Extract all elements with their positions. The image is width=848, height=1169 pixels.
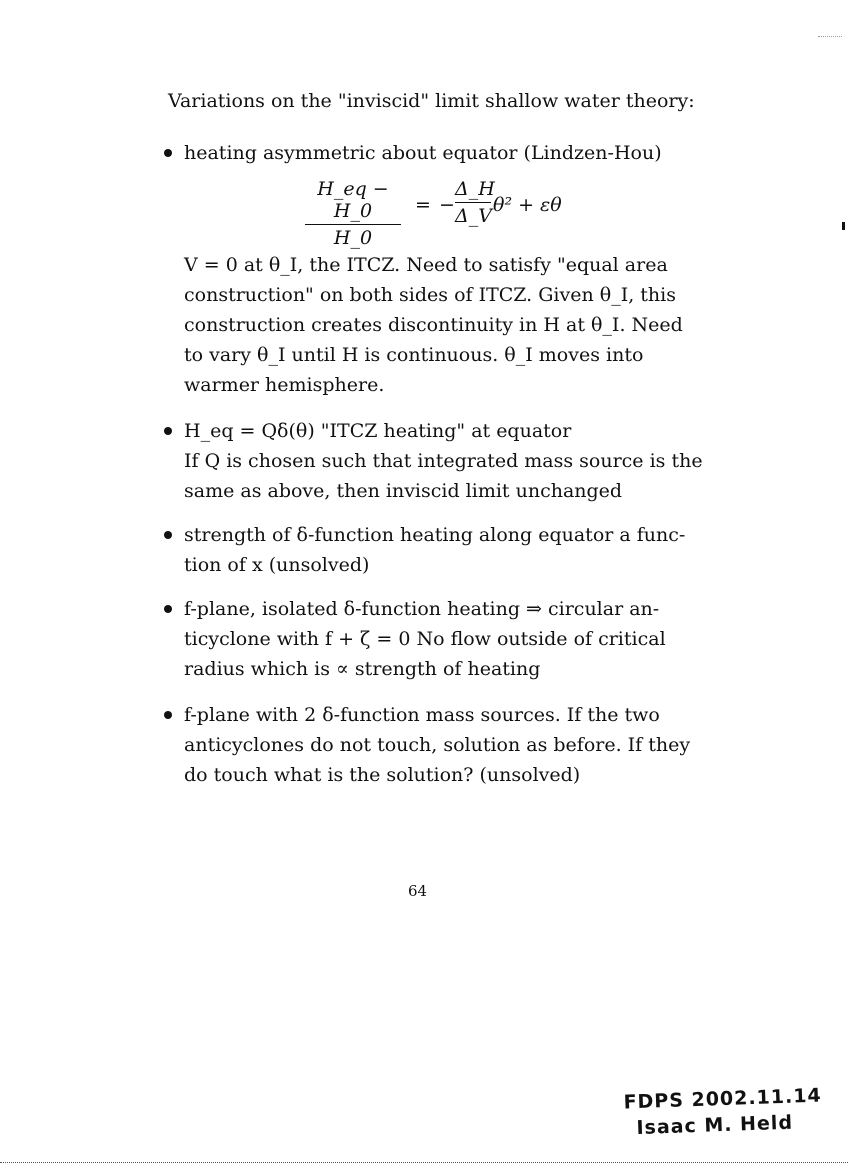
lhs-fraction bbox=[305, 178, 401, 249]
bullet-icon bbox=[164, 711, 172, 719]
bullet-line: same as above, then inviscid limit unchanged bbox=[184, 480, 623, 502]
bullet-icon bbox=[164, 149, 172, 157]
bullet-line: construction" on both sides of ITCZ. Given θ_I, this bbox=[184, 284, 676, 306]
bullet-line: If Q is chosen such that integrated mass source is the bbox=[184, 450, 703, 472]
bullet-line: ticyclone with f + ζ = 0 No flow outside of critical bbox=[184, 628, 666, 650]
bullet-line: warmer hemisphere. bbox=[184, 374, 385, 396]
scan-artifact bbox=[842, 222, 845, 230]
lhs-denominator: H_0 bbox=[333, 227, 373, 249]
bullet-line: f-plane, isolated δ-function heating ⇒ circular an- bbox=[184, 598, 660, 620]
list-item bbox=[164, 594, 688, 684]
bullet-line: construction creates discontinuity in H at θ_I. Need bbox=[184, 314, 683, 336]
list-item bbox=[164, 138, 688, 168]
minus-sign: − bbox=[439, 194, 455, 216]
scan-artifact bbox=[818, 36, 842, 37]
bullet-line: radius which is ∝ strength of heating bbox=[184, 658, 541, 680]
list-item bbox=[164, 700, 691, 790]
bullet-icon bbox=[164, 531, 172, 539]
lhs-numerator: H_eq − H_0 bbox=[317, 178, 389, 222]
bullet-line: do touch what is the solution? (unsolved) bbox=[184, 764, 581, 786]
bullet-line: to vary θ_I until H is continuous. θ_I moves into bbox=[184, 344, 644, 366]
page-heading: Variations on the "inviscid" limit shallow water theory: bbox=[168, 90, 695, 112]
signature-name-line: Isaac M. Held bbox=[636, 1111, 794, 1140]
bullet-line: f-plane with 2 δ-function mass sources. If the two bbox=[184, 704, 660, 726]
list-item bbox=[164, 520, 688, 580]
list-item-continuation bbox=[164, 250, 688, 400]
equation bbox=[305, 178, 605, 249]
bullet-line: anticyclones do not touch, solution as before. If they bbox=[184, 734, 691, 756]
rhs-denominator: Δ_V bbox=[455, 205, 492, 227]
bullet-icon bbox=[164, 605, 172, 613]
handwritten-signature bbox=[623, 1083, 823, 1142]
bullet-line: strength of δ-function heating along equator a func- bbox=[184, 524, 686, 546]
bullet-line: tion of x (unsolved) bbox=[184, 554, 370, 576]
scan-border bbox=[0, 1162, 848, 1163]
equals-sign: = bbox=[415, 194, 431, 216]
bullet-line: V = 0 at θ_I, the ITCZ. Need to satisfy "equal area bbox=[184, 254, 668, 276]
signature-date-line: FDPS 2002.11.14 bbox=[623, 1084, 823, 1114]
page-number: 64 bbox=[408, 882, 428, 900]
rhs-tail: θ² + εθ bbox=[493, 194, 562, 216]
rhs-fraction bbox=[455, 178, 495, 227]
bullet-line: heating asymmetric about equator (Lindzen-Hou) bbox=[184, 142, 662, 164]
list-item bbox=[164, 416, 703, 506]
bullet-icon bbox=[164, 427, 172, 435]
bullet-line: H_eq = Qδ(θ) "ITCZ heating" at equator bbox=[184, 420, 572, 442]
rhs-numerator: Δ_H bbox=[455, 178, 495, 200]
